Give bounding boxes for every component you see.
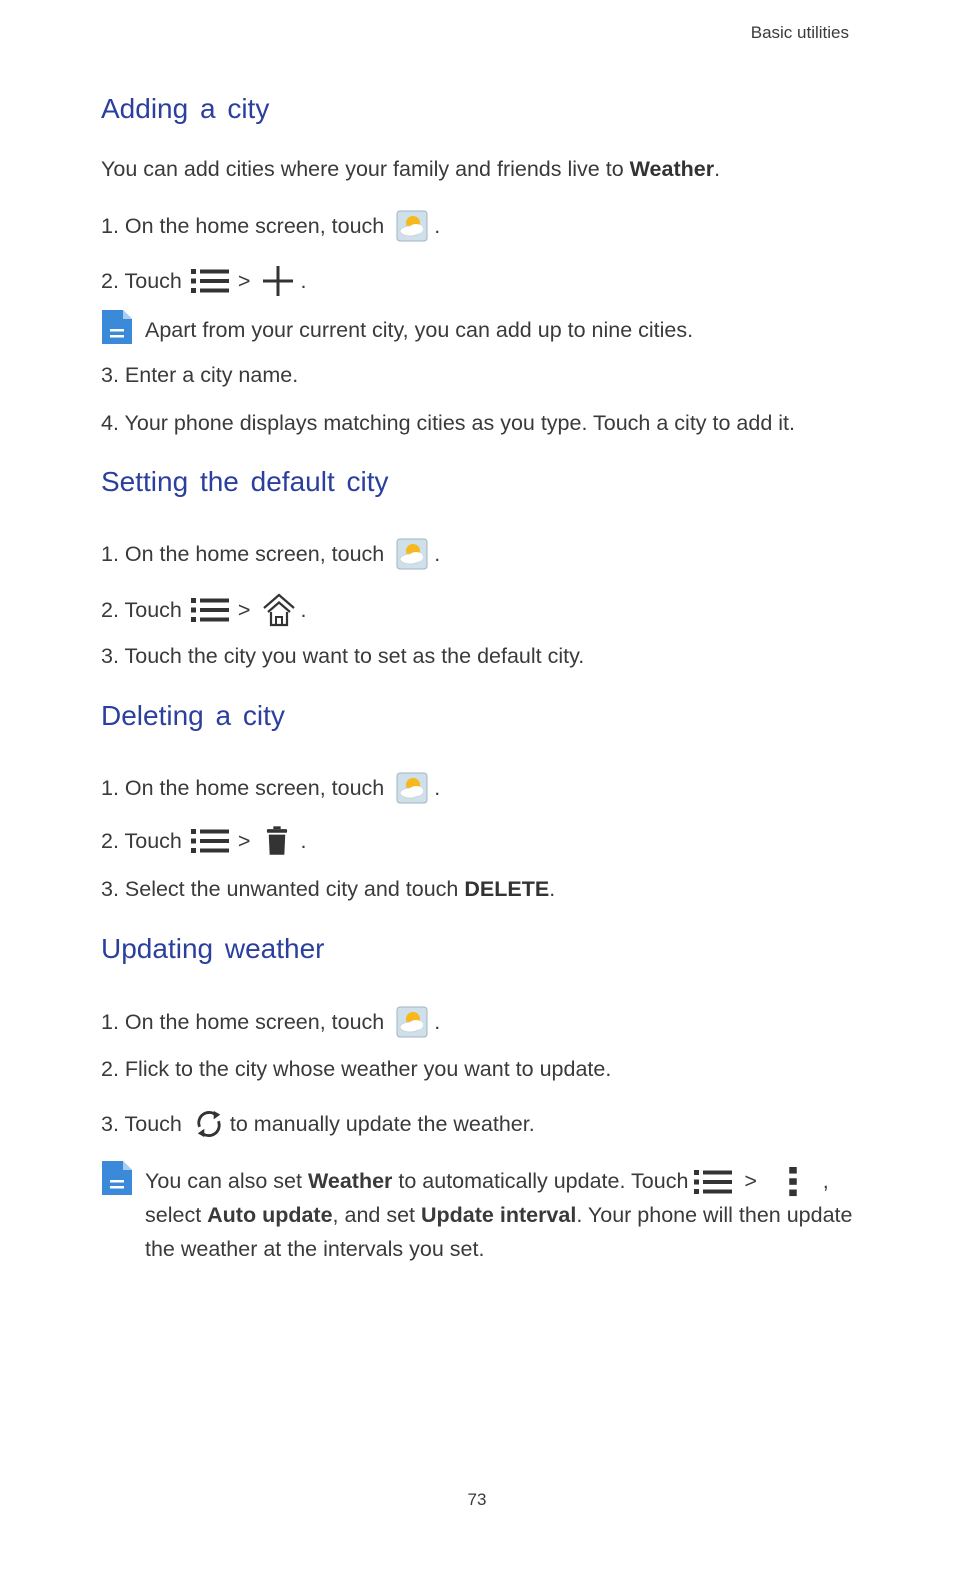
weather-app-icon[interactable] xyxy=(396,1006,428,1038)
page-number: 73 xyxy=(467,1490,487,1509)
adding-step-1: 1. On the home screen, touch . xyxy=(101,210,440,242)
adding-intro: You can add cities where your family and friends live to Weather . xyxy=(101,157,721,181)
adding-note: Apart from your current city, you can add up to nine cities. xyxy=(101,313,861,347)
running-header: Basic utilities xyxy=(750,23,849,42)
deleting-step-2: 2. Touch > . xyxy=(101,826,306,856)
section-title-updating-weather: Updating weather xyxy=(101,933,325,964)
adding-step-2: 2. Touch > . xyxy=(101,265,306,297)
weather-app-name: Weather xyxy=(307,1169,393,1193)
more-vertical-icon[interactable] xyxy=(787,1167,799,1197)
menu-list-icon[interactable] xyxy=(694,1169,732,1195)
plus-icon[interactable] xyxy=(262,265,294,297)
delete-label: DELETE xyxy=(464,877,550,901)
menu-list-icon[interactable] xyxy=(191,828,229,854)
default-step-2: 2. Touch > . xyxy=(101,593,306,627)
weather-app-name: Weather xyxy=(629,157,715,181)
adding-step-4: 4. Your phone displays matching cities as you type. Touch a city to add it. xyxy=(101,411,795,435)
updating-step-3: 3. Touch to manually update the weather. xyxy=(101,1109,535,1139)
updating-step-2: 2. Flick to the city whose weather you want to update. xyxy=(101,1057,612,1081)
weather-app-icon[interactable] xyxy=(396,538,428,570)
auto-update-label: Auto update xyxy=(207,1203,333,1227)
home-icon[interactable] xyxy=(262,593,296,627)
note-icon xyxy=(101,1160,133,1196)
adding-step-3: 3. Enter a city name. xyxy=(101,363,299,387)
section-title-default-city: Setting the default city xyxy=(101,466,389,497)
menu-list-icon[interactable] xyxy=(191,597,229,623)
default-step-3: 3. Touch the city you want to set as the default city. xyxy=(101,644,585,668)
refresh-icon[interactable] xyxy=(194,1109,224,1139)
deleting-step-3: 3. Select the unwanted city and touch DELETE . xyxy=(101,877,556,901)
section-title-deleting-city: Deleting a city xyxy=(101,700,285,731)
updating-note: You can also set Weather to automatically update. Touch > , select Auto update, and set Update interval. Your phone will then update the weather at the intervals you set. xyxy=(101,1164,861,1266)
weather-app-icon[interactable] xyxy=(396,210,428,242)
update-interval-label: Update interval xyxy=(421,1203,577,1227)
section-title-adding-city: Adding a city xyxy=(101,93,270,124)
default-step-1: 1. On the home screen, touch . xyxy=(101,538,440,570)
deleting-step-1: 1. On the home screen, touch . xyxy=(101,772,440,804)
menu-list-icon[interactable] xyxy=(191,268,229,294)
weather-app-icon[interactable] xyxy=(396,772,428,804)
updating-step-1: 1. On the home screen, touch . xyxy=(101,1006,440,1038)
trash-icon[interactable] xyxy=(266,826,288,856)
note-icon xyxy=(101,309,133,345)
